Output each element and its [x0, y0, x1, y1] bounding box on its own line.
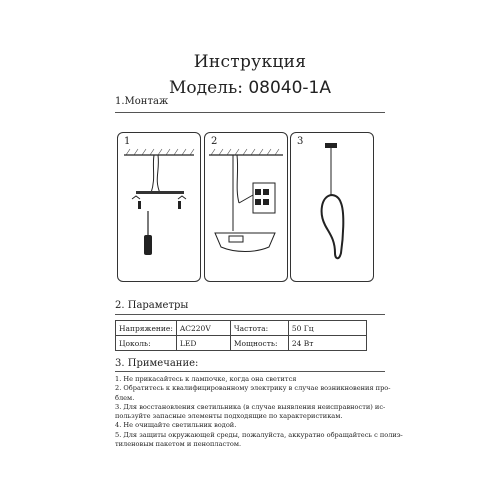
table-cell: AC220V — [176, 321, 230, 336]
table-cell: 50 Гц — [288, 321, 366, 336]
divider — [115, 371, 385, 372]
mounting-step-3-panel — [290, 132, 374, 282]
mounting-step-1-panel — [117, 132, 201, 282]
section-notes-title: 3. Примечание: — [115, 358, 199, 369]
divider — [115, 112, 385, 113]
note-line: блем. — [115, 393, 135, 402]
model-number: 08040-1A — [248, 78, 332, 98]
note-line: тиленовым пакетом и пенопластом. — [115, 440, 242, 449]
notes-list — [115, 375, 403, 449]
section-parameters-title: 2. Параметры — [115, 300, 189, 311]
step-number: 2 — [211, 136, 218, 147]
divider — [115, 314, 385, 315]
note-line: 3. Для восстановления светильника (в случае выявления неисправности) ис- — [115, 402, 386, 411]
table-cell: LED — [176, 336, 230, 351]
model-label: Модель: — [168, 78, 243, 98]
step-number: 1 — [124, 136, 131, 147]
step-number: 3 — [297, 136, 304, 147]
ceiling-bracket-illustration — [118, 133, 200, 281]
pendant-lamp-illustration — [291, 133, 373, 281]
note-line: 2. Обратитесь к квалифицированному электрику в случае возникновения про- — [115, 384, 391, 393]
table-cell: Мощность: — [230, 336, 288, 351]
note-line: 1. Не прикасайтесь к лампочке, когда она светится — [115, 375, 297, 383]
table-cell: Цоколь: — [116, 336, 177, 351]
note-line: пользуйте запасные элементы подходящие по характеристикам. — [115, 412, 343, 421]
table-cell: Частота: — [230, 321, 288, 336]
note-line: 5. Для защиты окружающей среды, пожалуйста, аккуратно обращайтесь с полиэ- — [115, 430, 403, 439]
section-mounting-title: 1.Монтаж — [115, 96, 169, 107]
table-cell: 24 Вт — [288, 336, 366, 351]
parameters-table — [115, 320, 367, 351]
wiring-illustration — [205, 133, 287, 281]
document-title: Инструкция — [193, 52, 307, 72]
mounting-step-2-panel — [204, 132, 288, 282]
note-line: 4. Не очищайте светильник водой. — [115, 421, 237, 430]
table-row — [116, 336, 367, 351]
model-line — [0, 78, 500, 98]
table-cell: Напряжение: — [116, 321, 177, 336]
table-row — [116, 321, 367, 336]
